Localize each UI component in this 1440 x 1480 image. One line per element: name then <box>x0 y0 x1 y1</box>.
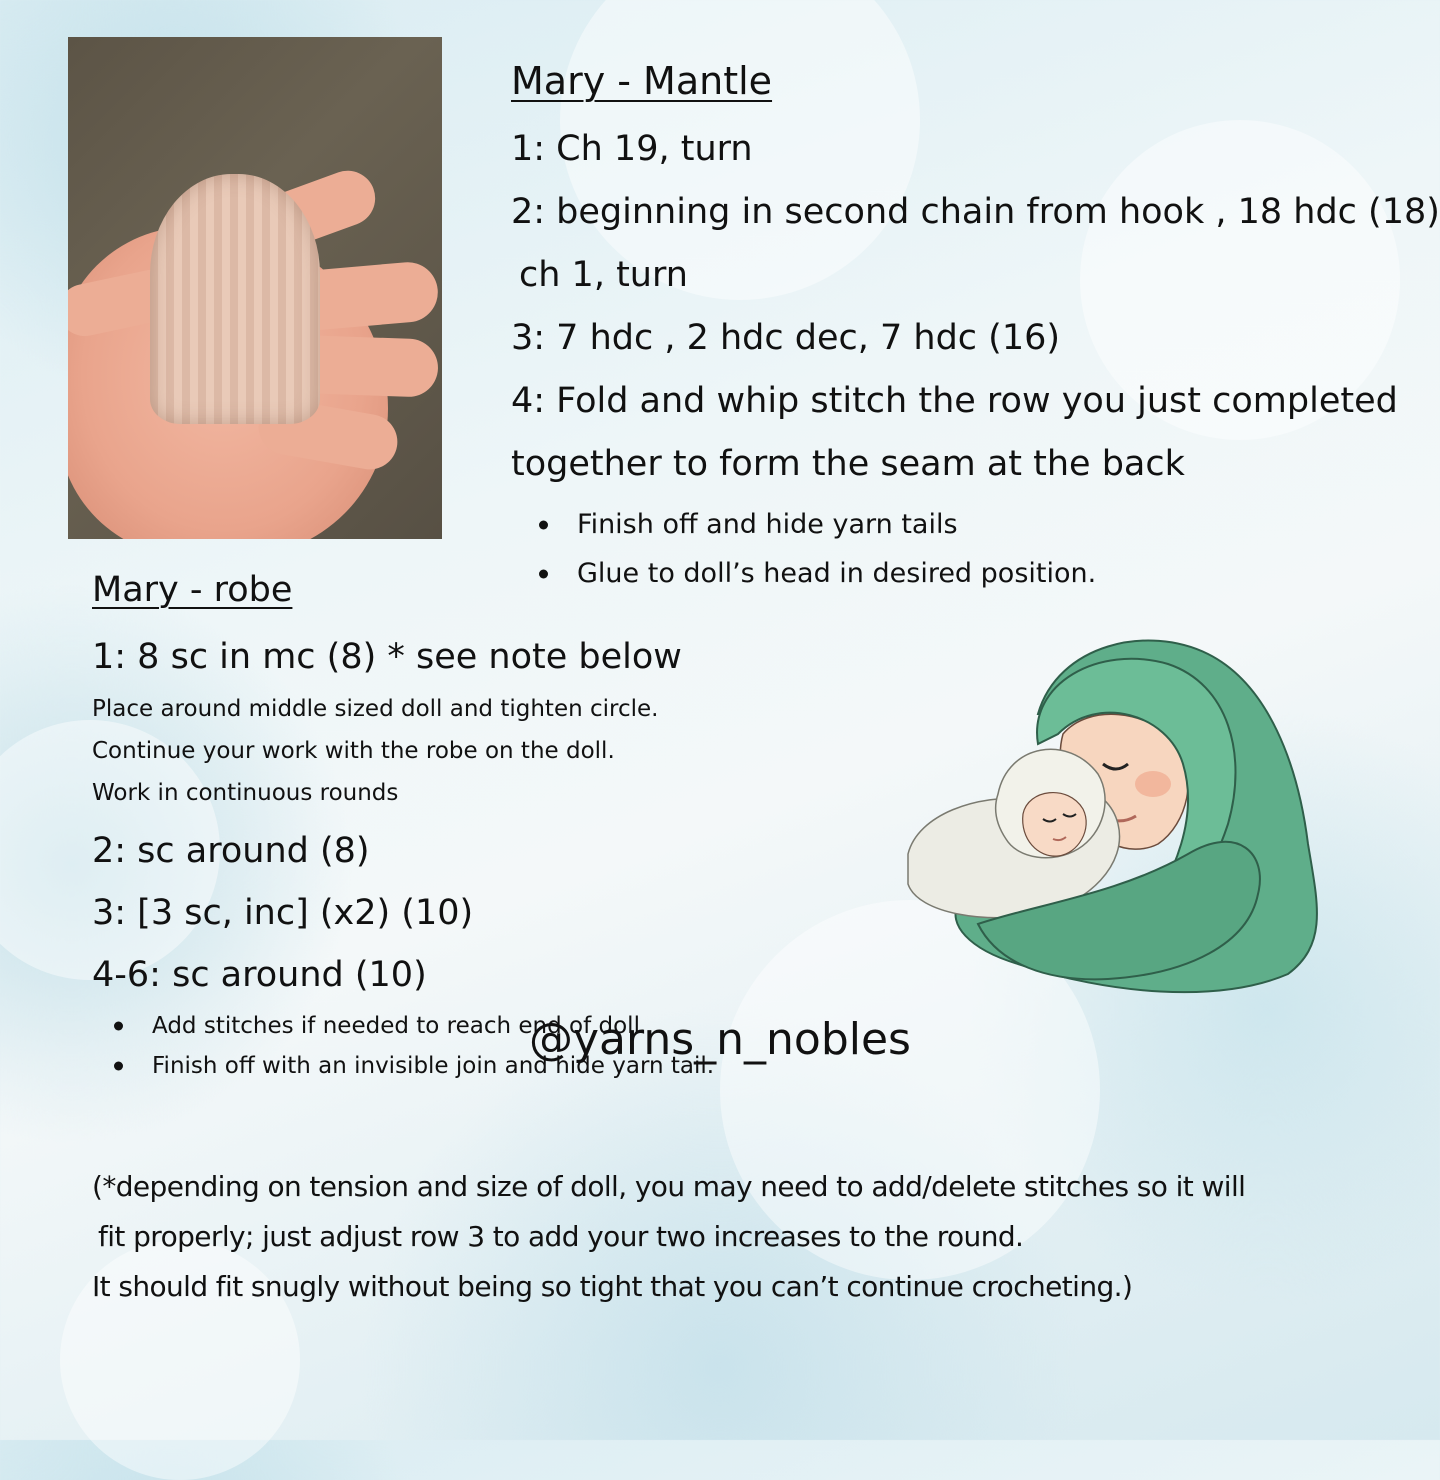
mantle-row-4: 4: Fold and whip stitch the row you just completed <box>511 381 1398 421</box>
robe-row-2: 2: sc around (8) <box>92 831 370 871</box>
robe-section <box>92 566 792 1086</box>
robe-note: Place around middle sized doll and tighten circle. <box>92 696 659 722</box>
mantle-row-2-continued: ch 1, turn <box>519 255 688 295</box>
robe-note: Work in continuous rounds <box>92 780 399 806</box>
footnote-line: It should fit snugly without being so tight that you can’t continue crocheting.) <box>92 1270 1133 1303</box>
mantle-row-1: 1: Ch 19, turn <box>511 129 753 169</box>
mantle-bullet-item: Finish off and hide yarn tails <box>539 500 1421 549</box>
crocheted-mantle-piece <box>150 174 320 424</box>
mantle-title: Mary - Mantle <box>511 59 773 103</box>
footnote-line: (*depending on tension and size of doll, you may need to add/delete stitches so it will <box>92 1170 1246 1203</box>
mantle-bullet-item: Glue to doll’s head in desired position. <box>539 549 1421 598</box>
robe-row-3: 3: [3 sc, inc] (x2) (10) <box>92 893 474 933</box>
mary-and-baby-illustration <box>888 624 1348 1004</box>
crocheted-mantle-photo <box>68 37 442 539</box>
robe-row-1: 1: 8 sc in mc (8) * see note below <box>92 637 682 677</box>
robe-note: Continue your work with the robe on the doll. <box>92 738 615 764</box>
mantle-row-2: 2: beginning in second chain from hook , 18 hdc (18) <box>511 192 1440 232</box>
social-handle: @yarns_n_nobles <box>529 1014 911 1065</box>
footnote <box>92 1162 1342 1312</box>
robe-bullet-item: Finish off with an invisible join and hide yarn tail. <box>114 1046 792 1086</box>
robe-bullet-item: Add stitches if needed to reach end of doll <box>114 1006 792 1046</box>
mantle-section <box>511 56 1440 598</box>
robe-row-4-6: 4-6: sc around (10) <box>92 955 427 995</box>
mantle-row-3: 3: 7 hdc , 2 hdc dec, 7 hdc (16) <box>511 318 1061 358</box>
mantle-row-4-continued: together to form the seam at the back <box>511 444 1185 484</box>
footnote-line: fit properly; just adjust row 3 to add your two increases to the round. <box>98 1220 1024 1253</box>
robe-title: Mary - robe <box>92 570 293 610</box>
